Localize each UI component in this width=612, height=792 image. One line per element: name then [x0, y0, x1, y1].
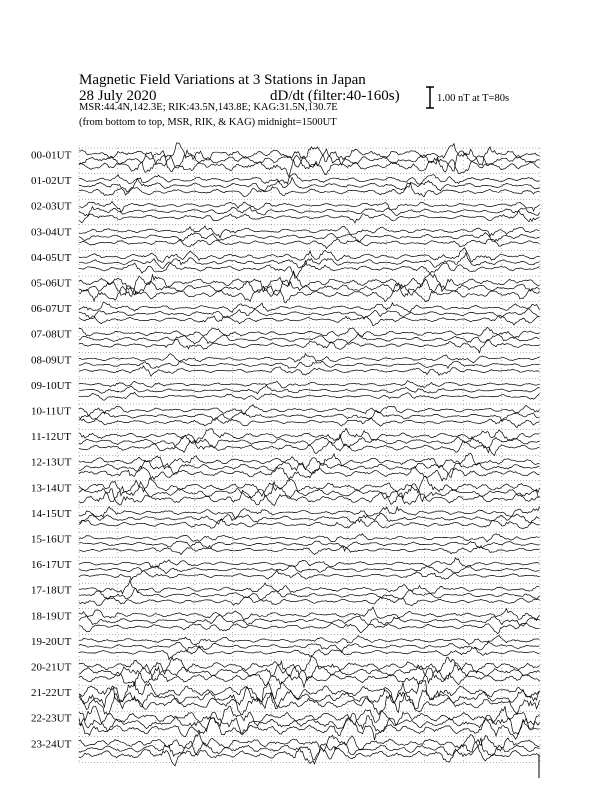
- trace-msr: [79, 354, 540, 364]
- row-label: 18-19UT: [31, 610, 72, 623]
- trace-rik: [79, 513, 540, 524]
- chart-title: Magnetic Field Variations at 3 Stations in Japan: [79, 72, 366, 88]
- trace-rik: [79, 566, 540, 574]
- trace-msr: [79, 174, 540, 184]
- trace-kag: [79, 315, 540, 326]
- row-label: 15-16UT: [31, 533, 72, 546]
- trace-rik: [79, 233, 540, 243]
- trace-kag: [79, 647, 540, 660]
- grid-lines: [79, 148, 540, 762]
- trace-msr: [79, 405, 540, 416]
- trace-rik: [79, 361, 540, 368]
- trace-msr: [79, 580, 540, 594]
- row-label: 21-22UT: [31, 687, 72, 700]
- trace-kag: [79, 570, 540, 579]
- trace-msr: [79, 706, 540, 728]
- trace-rik: [79, 434, 540, 452]
- trace-msr: [79, 732, 540, 752]
- trace-rik: [79, 410, 540, 422]
- row-label: 05-06UT: [31, 277, 72, 290]
- row-labels: [31, 150, 72, 751]
- row-label: 08-09UT: [31, 354, 72, 367]
- row-label: 02-03UT: [31, 200, 72, 213]
- scale-bar-label: 1.00 nT at T=80s: [437, 93, 510, 104]
- row-label: 16-17UT: [31, 559, 72, 572]
- trace-msr: [79, 506, 540, 518]
- trace-rik: [79, 589, 540, 600]
- trace-msr: [79, 558, 540, 568]
- trace-msr: [79, 607, 540, 621]
- row-label: 11-12UT: [31, 431, 71, 444]
- trace-kag: [79, 418, 540, 428]
- row-label: 13-14UT: [31, 482, 72, 495]
- chart-unit-filter: dD/dt (filter:40-160s): [270, 88, 400, 104]
- trace-order-note: (from bottom to top, MSR, RIK, & KAG) midnight=1500UT: [79, 117, 337, 128]
- trace-msr: [79, 302, 540, 312]
- trace-kag: [79, 283, 540, 303]
- trace-rik: [79, 687, 540, 709]
- trace-msr: [79, 327, 540, 337]
- trace-kag: [79, 392, 540, 400]
- trace-kag: [79, 211, 540, 224]
- trace-rik: [79, 279, 540, 295]
- row-label: 01-02UT: [31, 175, 72, 188]
- row-label: 03-04UT: [31, 226, 72, 239]
- trace-kag: [79, 546, 540, 555]
- scale-bar: [426, 87, 434, 108]
- chart-date: 28 July 2020: [79, 88, 157, 104]
- row-label: 23-24UT: [31, 738, 72, 751]
- trace-kag: [79, 489, 540, 506]
- trace-rik: [79, 738, 540, 760]
- trace-rik: [79, 207, 540, 216]
- trace-kag: [79, 339, 540, 352]
- trace-msr: [79, 381, 540, 388]
- row-label: 17-18UT: [31, 584, 72, 597]
- trace-msr: [79, 635, 540, 644]
- row-label: 09-10UT: [31, 379, 72, 392]
- trace-kag: [79, 519, 540, 529]
- trace-msr: [79, 271, 540, 293]
- trace-kag: [79, 261, 540, 279]
- row-label: 00-01UT: [31, 149, 72, 162]
- trace-msr: [79, 143, 540, 165]
- traces: [79, 143, 540, 778]
- row-label: 19-20UT: [31, 635, 72, 648]
- row-label: 07-08UT: [31, 328, 72, 341]
- station-coordinates: MSR:44.4N,142.3E; RIK:43.5N,143.8E; KAG:31.5N,130.7E: [79, 102, 338, 113]
- trace-kag: [79, 366, 540, 376]
- row-label: 04-05UT: [31, 251, 72, 264]
- trace-kag: [79, 183, 540, 197]
- trace-kag: [79, 623, 540, 634]
- trace-kag: [79, 239, 540, 249]
- row-label: 10-11UT: [31, 405, 71, 418]
- trace-msr: [79, 534, 540, 542]
- trace-kag: [79, 597, 540, 606]
- row-label: 22-23UT: [31, 712, 72, 725]
- row-label: 12-13UT: [31, 456, 72, 469]
- row-label: 20-21UT: [31, 661, 72, 674]
- trace-kag: [79, 466, 540, 481]
- row-label: 14-15UT: [31, 507, 72, 520]
- trace-kag: [79, 667, 540, 687]
- row-label: 06-07UT: [31, 303, 72, 316]
